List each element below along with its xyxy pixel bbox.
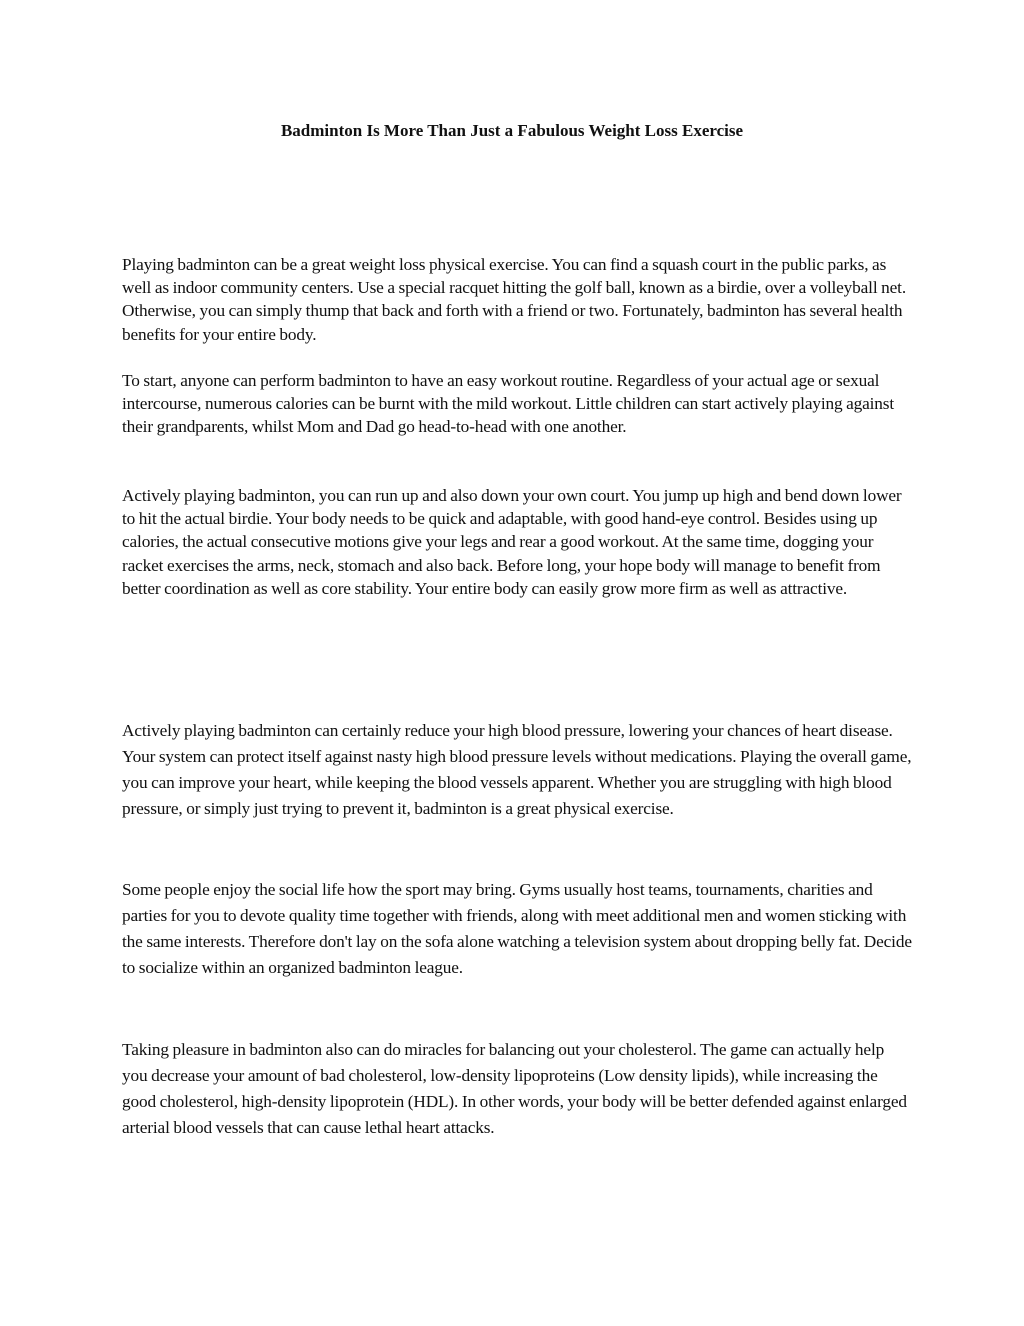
paragraph-blood-pressure: Actively playing badminton can certainly reduce your high blood pressure, lowering your chances of heart disease. Your system can protect itself against nasty high blood pressure levels without medications. Playing the overall game, you can improve your heart, while keeping the blood vessels apparent. Whether you are struggling with high blood pressure, or simply just trying to prevent it, badminton is a great physical exercise. [122, 721, 912, 818]
paragraph-social-life: Some people enjoy the social life how the sport may bring. Gyms usually host teams, tournaments, charities and parties for you to devote quality time together with friends, along with meet additional men and women sticking with the same interests. Therefore don't lay on the sofa alone watching a television system about dropping belly fat. Decide to socialize within an organized badminton league. [122, 880, 912, 977]
paragraph-weight-loss-intro: Playing badminton can be a great weight loss physical exercise. You can find a squash court in the public parks, as well as indoor community centers. Use a special racquet hitting the golf ball, known as a birdie, over a volleyball net. Otherwise, you can simply thump that back and forth with a friend or two. Fortunately, badminton has several health benefits for your entire body. [122, 255, 906, 344]
document-title: Badminton Is More Than Just a Fabulous Weight Loss Exercise [280, 121, 744, 140]
paragraph-cholesterol: Taking pleasure in badminton also can do miracles for balancing out your cholesterol. The game can actually help you decrease your amount of bad cholesterol, low-density lipoproteins (Low density lipids), while increasing the good cholesterol, high-density lipoprotein (HDL). In other words, your body will be better defended against enlarged arterial blood vessels that can cause lethal heart attacks. [122, 1040, 907, 1137]
paragraph-court-movement: Actively playing badminton, you can run up and also down your own court. You jump up high and bend down lower to hit the actual birdie. Your body needs to be quick and adaptable, with good hand-eye control. Besides using up calories, the actual consecutive motions give your legs and rear a good workout. At the same time, dogging your racket exercises the arms, neck, stomach and also back. Before long, your hope body will manage to benefit from better coordination as well as core stability. Your entire body can easily grow more firm as well as attractive. [122, 486, 902, 598]
paragraph-easy-workout: To start, anyone can perform badminton to have an easy workout routine. Regardless of your actual age or sexual intercourse, numerous calories can be burnt with the mild workout. Little children can start actively playing against their grandparents, whilst Mom and Dad go head-to-head with one another. [122, 371, 895, 437]
